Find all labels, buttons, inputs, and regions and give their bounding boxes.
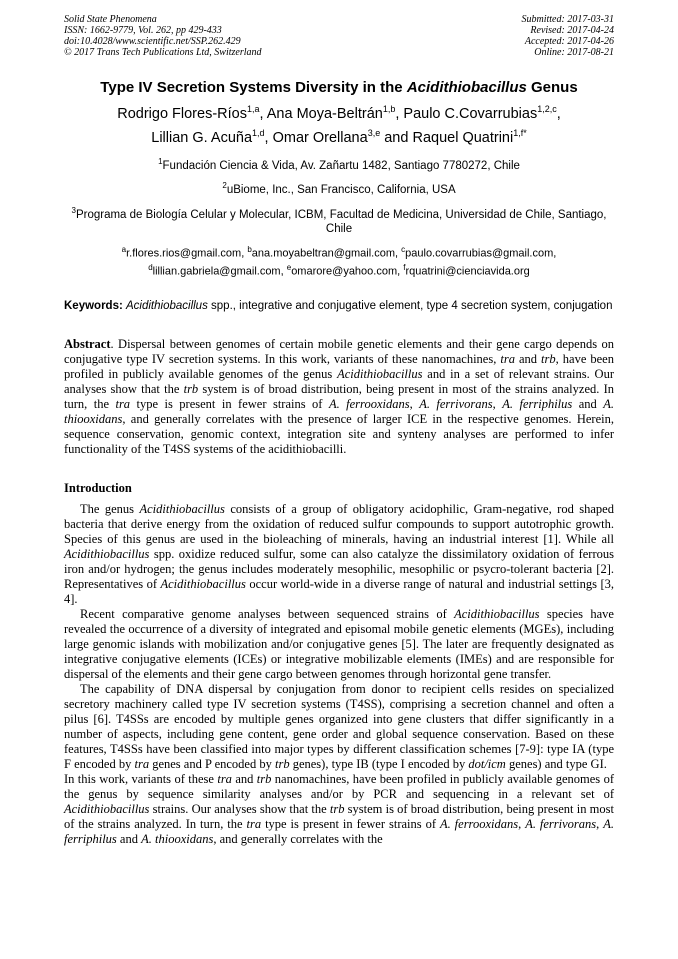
affiliation: $^3$Programa de Biología Celular y Molecular, ICBM, Facultad de Medicina, Universidad de Chile, Santiago, Chile (71, 206, 607, 236)
email-link[interactable]: paulo.covarrubias@gmail.com (405, 247, 554, 260)
affiliation: $^2$uBiome, Inc., San Francisco, California, USA (222, 181, 456, 197)
author-emails: $^a$r.flores.rios@gmail.com, $^b$ana.moyabeltran@gmail.com, $^c$paulo.covarrubias@gmail.com, $^d$lillian.gabriela@gmail.com, $^e$omarore@yahoo.com, $^f$rquatrini@cienciavida.org (121, 245, 557, 278)
email-link[interactable]: omarore@yahoo.com (291, 265, 398, 278)
date-revised: Revised: 2017-04-24 (530, 25, 614, 36)
paragraph: The genus Acidithiobacillus consists of a group of obligatory acidophilic, Gram-negative, rod shaped bacteria that derive energy from the oxidation of reduced sulfur compounds to support autotrophic growth. Species of this genus are used in the bioleaching of minerals, having an industrial interest [1]. While all Acidithiobacillus spp. oxidize reduced sulfur, some can also catalyze the dissimilatory oxidation of ferrous iron and/or hydrogen; the genus includes moderately mesophilic, mesophilic or psycro-tolerant bacteria [2]. Representatives of Acidithiobacillus occur world-wide in a diverse range of natural and industrial settings [3, 4]. (64, 501, 614, 606)
author-name: Raquel Quatrini (412, 129, 514, 146)
keywords: Keywords: Acidithiobacillus spp., integrative and conjugative element, type 4 secretion system, conjugation (64, 300, 613, 313)
introduction-body (64, 502, 614, 847)
journal-doi: doi:10.4028/www.scientific.net/SSP.262.429 (64, 36, 241, 47)
paper-page (64, 14, 614, 847)
author-list: Rodrigo Flores-Ríos$^{1,a}$, Ana Moya-Beltrán$^{1,b}$, Paulo C.Covarrubias$^{1,2,c}$, Lillian G. Acuña$^{1,d}$, Omar Orellana$^{3,e}$ and Raquel Quatrini$^{1,f*}$ (117, 104, 561, 146)
paragraph: In this work, variants of these tra and trb nanomachines, have been profiled in publicly available genomes of the genus by sequence similarity analyses and/or by PCR and sequencing in a relevant set of Acidithiobacillus strains. Our analyses show that the trb system is of broad distribution, being present in most of the strains analyzed. In turn, the tra type is present in fewer strains of A. ferrooxidans, A. ferrivorans, A. ferriphilus and A. thiooxidans, and generally correlates with the (64, 771, 615, 846)
affiliation: $^1$Fundación Ciencia & Vida, Av. Zañartu 1482, Santiago 7780272, Chile (158, 156, 520, 172)
abstract: Abstract. Dispersal between genomes of certain mobile genetic elements and their gene cargo depends on conjugative type IV secretion systems. In this work, variants of these nanomachines, tra and trb, have been profiled in publicly available genomes of the genus Acidithiobacillus and in a set of relevant strains. Our analyses show that the trb system is of broad distribution, being present in most of the strains analyzed. In turn, the tra type is present in fewer strains of A. ferrooxidans, A. ferrivorans, A. ferriphilus and A. thiooxidans, and generally correlates with the presence of larger ICE in the respective genomes. Herein, sequence conservation, genomic context, integration site and synteny analyses are performed to infer functionality of the T4SS systems of the acidithiobacilli. (64, 336, 615, 456)
paragraph: The capability of DNA dispersal by conjugation from donor to recipient cells resides on specialized secretory machinery called type IV secretion systems (T4SS), comprising a secretion channel and often a pilus [6]. T4SSs are encoded by multiple genes organized into gene clusters that differ significantly in a number of aspects, including gene content, gene order and global sequence conservation. Based on these features, T4SSs have been classified into major types by different classification schemes [7-9]: type IA (type F encoded by tra genes and P encoded by trb genes), type IB (type I encoded by dot/icm genes) and type GI. (64, 681, 614, 771)
author-name: Lillian G. Acuña (151, 129, 253, 146)
paragraph: Recent comparative genome analyses between sequenced strains of Acidithiobacillus species have revealed the occurrence of a diversity of integrated and episomal mobile genetic elements (MGEs), including large genomic islands with mobilization and/or conjugative genes [5]. The later are frequently designated as integrative conjugative elements (ICEs) or integrative mobilizable elements (IMEs) and are responsible for dispersal of the elements and their gene cargo between genomes through horizontal gene transfer. (64, 606, 614, 681)
section-heading-introduction: Introduction (64, 480, 132, 495)
paper-title: Type IV Secretion Systems Diversity in the Acidithiobacillus Genus (100, 79, 578, 96)
journal-info (64, 14, 262, 58)
email-link[interactable]: ana.moyabeltran@gmail.com (251, 247, 396, 260)
journal-issn: ISSN: 1662-9779, Vol. 262, pp 429-433 (64, 25, 222, 36)
email-link[interactable]: rquatrini@cienciavida.org (405, 265, 530, 278)
author-name: Paulo C.Covarrubias (403, 105, 538, 122)
author-name: Omar Orellana (272, 129, 368, 146)
email-link[interactable]: r.flores.rios@gmail.com (126, 247, 242, 260)
author-name: Rodrigo Flores-Ríos (117, 105, 247, 122)
journal-header (64, 14, 614, 58)
email-link[interactable]: lillian.gabriela@gmail.com (152, 265, 281, 278)
journal-copyright: © 2017 Trans Tech Publications Ltd, Switzerland (64, 47, 262, 58)
date-online: Online: 2017-08-21 (534, 47, 614, 58)
journal-name: Solid State Phenomena (64, 14, 157, 25)
author-name: Ana Moya-Beltrán (266, 105, 383, 122)
date-accepted: Accepted: 2017-04-26 (524, 36, 614, 47)
publication-dates (522, 14, 615, 58)
date-submitted: Submitted: 2017-03-31 (521, 14, 614, 25)
